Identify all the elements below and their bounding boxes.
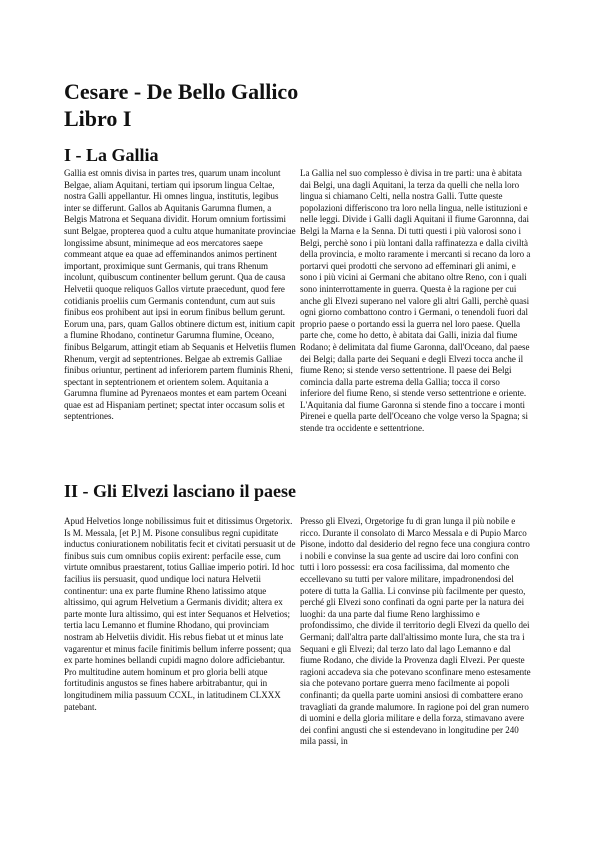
section-heading: II - Gli Elvezi lasciano il paese bbox=[64, 481, 296, 501]
latin-text-column: Apud Helvetios longe nobilissimus fuit et ditissimus Orgetorix. Is M. Messala, [et P.] M. Pisone consulibus regni cupiditate inductus coniurationem nobilitatis fecit et civitati persuasit ut de finibus suis cum omnibus copiis exirent: perfacile esse, cum virtute omnibus praestarent, totius Galliae imperio potiri. Id hoc facilius iis persuasit, quod undique loci natura Helvetii continentur: una ex parte flumine Rheno latissimo atque altissimo, qui agrum Helvetium a Germanis dividit; altera ex parte monte Iura altissimo, qui est inter Sequanos et Helvetios; tertia lacu Lemanno et flumine Rhodano, qui provinciam nostram ab Helvetiis dividit. His rebus fiebat ut et minus late vagarentur et minus facile finitimis bellum inferre possent; qua ex parte homines bellandi cupidi magno dolore adficiebantur. Pro multitudine autem hominum et pro gloria belli atque fortitudinis angustos se fines habere arbitrabantur, qui in longitudinem milia passuum CCXL, in latitudinem CLXXX patebant. bbox=[64, 516, 296, 712]
latin-text-column: Gallia est omnis divisa in partes tres, quarum unam incolunt Belgae, aliam Aquitani, tertiam qui ipsorum lingua Celtae, nostra Galli appellantur. Hi omnes lingua, institutis, legibus inter se differunt. Gallos ab Aquitanis Garumna flumen, a Belgis Matrona et Sequana dividit. Horum omnium fortissimi sunt Belgae, propterea quod a cultu atque humanitate provinciae longissime absunt, minimeque ad eos mercatores saepe commeant atque ea quae ad effeminandos animos pertinent important, proximique sunt Germanis, qui trans Rhenum incolunt, quibuscum continenter bellum gerunt. Qua de causa Helvetii quoque reliquos Gallos virtute praecedunt, quod fere cotidianis proeliis cum Germanis contendunt, cum aut suis finibus eos prohibent aut ipsi in eorum finibus bellum gerunt. Eorum una, pars, quam Gallos obtinere dictum est, initium capit a flumine Rhodano, continetur Garumna flumine, Oceano, finibus Belgarum, attingit etiam ab Sequanis et Helvetiis flumen Rhenum, vergit ad septentriones. Belgae ab extremis Galliae finibus oriuntur, pertinent ad inferiorem partem fluminis Rheni, spectant in septentrionem et orientem solem. Aquitania a Garumna flumine ad Pyrenaeos montes et eam partem Oceani quae est ad Hispaniam pertinet; spectat inter occasum solis et septentriones. bbox=[64, 168, 296, 422]
italian-translation-column: La Gallia nel suo complesso è divisa in tre parti: una è abitata dai Belgi, una dagli Aquitani, la terza da quelli che nella loro lingua si chiamano Celti, nella nostra Galli. Tutte queste popolazioni differiscono tra loro nella lingua, nelle istituzioni e nelle leggi. Divide i Galli dagli Aquitani il fiume Garonnna, dai Belgi la Marna e la Senna. Di tutti questi i più valorosi sono i Belgi, perchè sono i più lontani dalla raffinatezza e dalla civiltà della provincia, e molto raramente i mercanti si recano da loro a portarvi quei prodotti che servono ad effeminari gli animi, e sono i più vicini ai Germani che abitano oltre Reno, con i quali sono ininterrottamente in guerra. Questa è la ragione per cui anche gli Elvezi superano nel valore gli altri Galli, perchè quasi ogni giorno combattono contro i Germani, o tenendoli fuori dal proprio paese o portando essi la guerra nel loro paese. Quella parte che, come ho detto, è abitata dai Galli, inizia dal fiume Rodano; è delimitata dal fiume Garonna, dall'Oceano, dal paese dei Belgi; dalla parte dei Sequani e degli Elvezi tocca anche il fiume Reno; si stende verso settentrione. Il paese dei Belgi comincia dalla parte estrema della Gallia; tocca il corso inferiore del fiume Reno, si stende verso settentrione e oriente. L'Aquitania dal fiume Garonna si stende fino a toccare i monti Pirenei e quella parte dell'Oceano che volge verso la Spagna; si stende tra occidente e settentrione. bbox=[300, 168, 531, 434]
document-title-line-1: Cesare - De Bello Gallico bbox=[64, 79, 299, 104]
italian-translation-column: Presso gli Elvezi, Orgetorige fu di gran lunga il più nobile e ricco. Durante il consolato di Marco Messala e di Pupio Marco Pisone, indotto dal desiderio del regno fece una congiura contro i nobili e convinse la sua gente ad uscire dai loro confini con tutti i loro possessi: era cosa facilissima, dal momento che eccellevano su tutti per valore militare, impadronendosi del potere di tutta la Gallia. Li convinse più facilmente per questo, perché gli Elvezi sono confinati da ogni parte per la natura dei luoghi: da una parte dal fiume Reno larghissimo e profondissimo, che divide il territorio degli Elvezi da quello dei Germani; dall'altra parte dall'altissimo monte Iura, che sta tra i Sequani e gli Elvezi; dal terzo lato dal lago Lemanno e dal fiume Rodano, che divide la Provenza dagli Elvezi. Per queste ragioni accadeva sia che potevano sconfinare meno estesamente sia che potevano portare guerra meno facilmente ai popoli confinanti; da quella parte uomini ansiosi di combattere erano travagliati da grande malumore. In ragione poi del gran numero di uomini e della gloria militare e della forza, stimavano avere dei confini angusti che si estendevano in longitudine per 240 mila passi, in bbox=[300, 516, 531, 747]
document-title-line-2: Libro I bbox=[64, 106, 132, 131]
document-title bbox=[64, 78, 534, 132]
section-heading: I - La Gallia bbox=[64, 145, 159, 165]
